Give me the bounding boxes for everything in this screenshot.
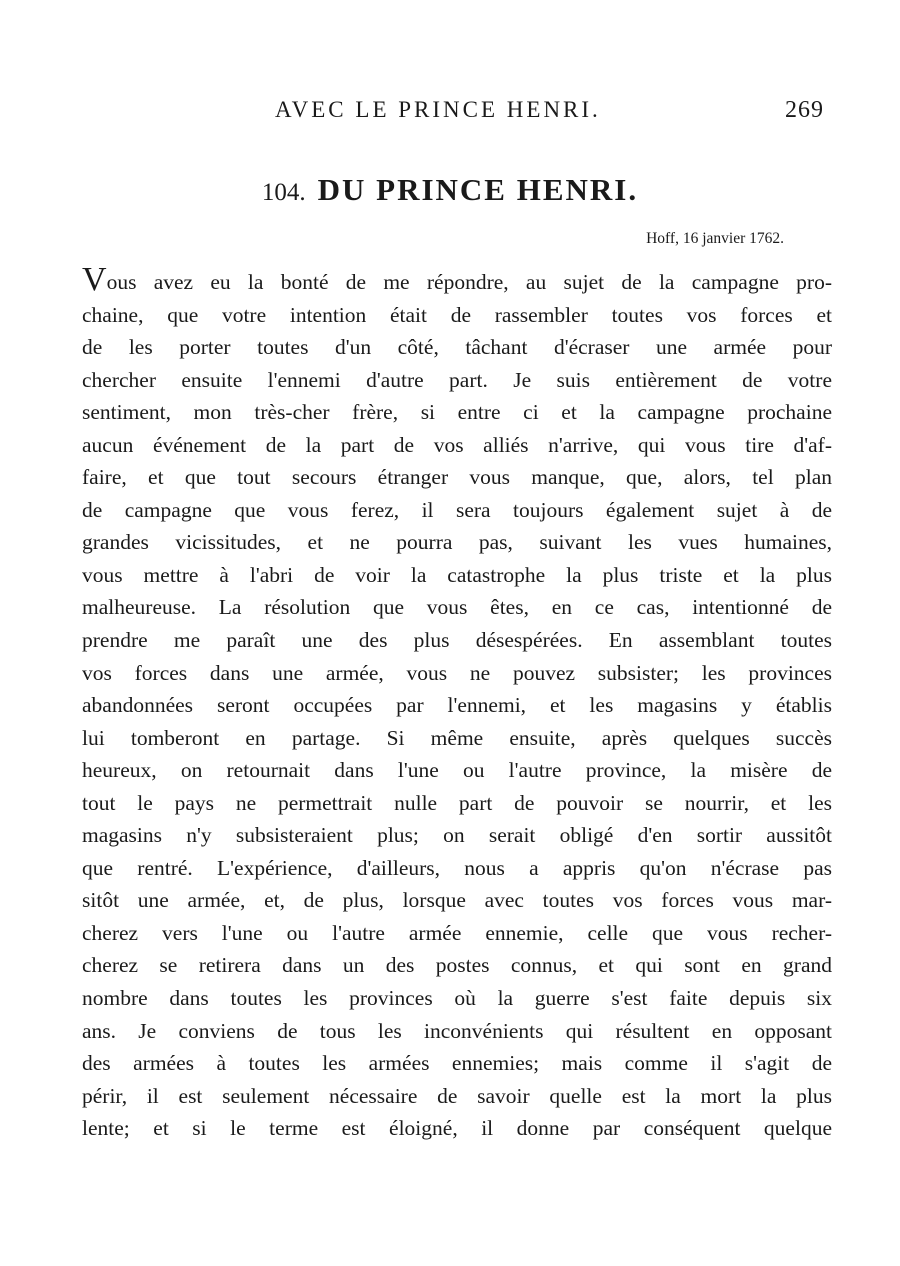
body-line (82, 261, 832, 299)
body-line-text: ous avez eu la bonté de me répondre, au sujet de la campagne pro- (106, 270, 832, 294)
body-line: cherez vers l'une ou l'autre armée ennemie, celle que vous recher- (82, 920, 832, 945)
body-line: tout le pays ne permettrait nulle part de pouvoir se nourrir, et les (82, 790, 832, 815)
letter-body (82, 261, 832, 1145)
body-line: malheureuse. La résolution que vous êtes, en ce cas, intentionné de (82, 595, 832, 620)
running-head (0, 97, 900, 129)
body-line: de les porter toutes d'un côté, tâchant d'écraser une armée pour (82, 335, 832, 360)
body-line: lente; et si le terme est éloigné, il donne par conséquent quelque (82, 1116, 832, 1141)
body-line: de campagne que vous ferez, il sera toujours également sujet à de (82, 497, 832, 522)
body-line: magasins n'y subsisteraient plus; on serait obligé d'en sortir aussitôt (82, 823, 832, 848)
body-line: faire, et que tout secours étranger vous manque, que, alors, tel plan (82, 465, 832, 490)
body-line: vous mettre à l'abri de voir la catastrophe la plus triste et la plus (82, 562, 832, 587)
body-line: aucun événement de la part de vos alliés n'arrive, qui vous tire d'af- (82, 432, 832, 457)
drop-cap: V (82, 261, 107, 298)
body-line: abandonnées seront occupées par l'ennemi, et les magasins y établis (82, 693, 832, 718)
letter-dateline: Hoff, 16 janvier 1762. (646, 230, 784, 247)
page-number: 269 (785, 97, 824, 123)
body-line: nombre dans toutes les provinces où la guerre s'est faite depuis six (82, 986, 832, 1011)
body-line: périr, il est seulement nécessaire de savoir quelle est la mort la plus (82, 1083, 832, 1108)
body-line: vos forces dans une armée, vous ne pouvez subsister; les provinces (82, 660, 832, 685)
body-line: des armées à toutes les armées ennemies; mais comme il s'agit de (82, 1051, 832, 1076)
body-line: ans. Je conviens de tous les inconvénients qui résultent en opposant (82, 1018, 832, 1043)
letter-heading (0, 172, 900, 208)
body-line: que rentré. L'expérience, d'ailleurs, nous a appris qu'on n'écrase pas (82, 855, 832, 880)
body-line: grandes vicissitudes, et ne pourra pas, suivant les vues humaines, (82, 530, 832, 555)
body-line: heureux, on retournait dans l'une ou l'autre province, la misère de (82, 758, 832, 783)
letter-number: 104. (261, 179, 306, 206)
letter-title: DU PRINCE HENRI. (317, 172, 639, 207)
body-line: prendre me paraît une des plus désespérées. En assemblant toutes (82, 628, 832, 653)
body-line: lui tomberont en partage. Si même ensuite, après quelques succès (82, 725, 832, 750)
body-line: sitôt une armée, et, de plus, lorsque avec toutes vos forces vous mar- (82, 888, 832, 913)
body-line: sentiment, mon très-cher frère, si entre ci et la campagne prochaine (82, 400, 832, 425)
body-line: cherez se retirera dans un des postes connus, et qui sont en grand (82, 953, 832, 978)
running-title: AVEC LE PRINCE HENRI. (275, 97, 601, 122)
body-line: chercher ensuite l'ennemi d'autre part. Je suis entièrement de votre (82, 367, 832, 392)
body-line: chaine, que votre intention était de rassembler toutes vos forces et (82, 302, 832, 327)
